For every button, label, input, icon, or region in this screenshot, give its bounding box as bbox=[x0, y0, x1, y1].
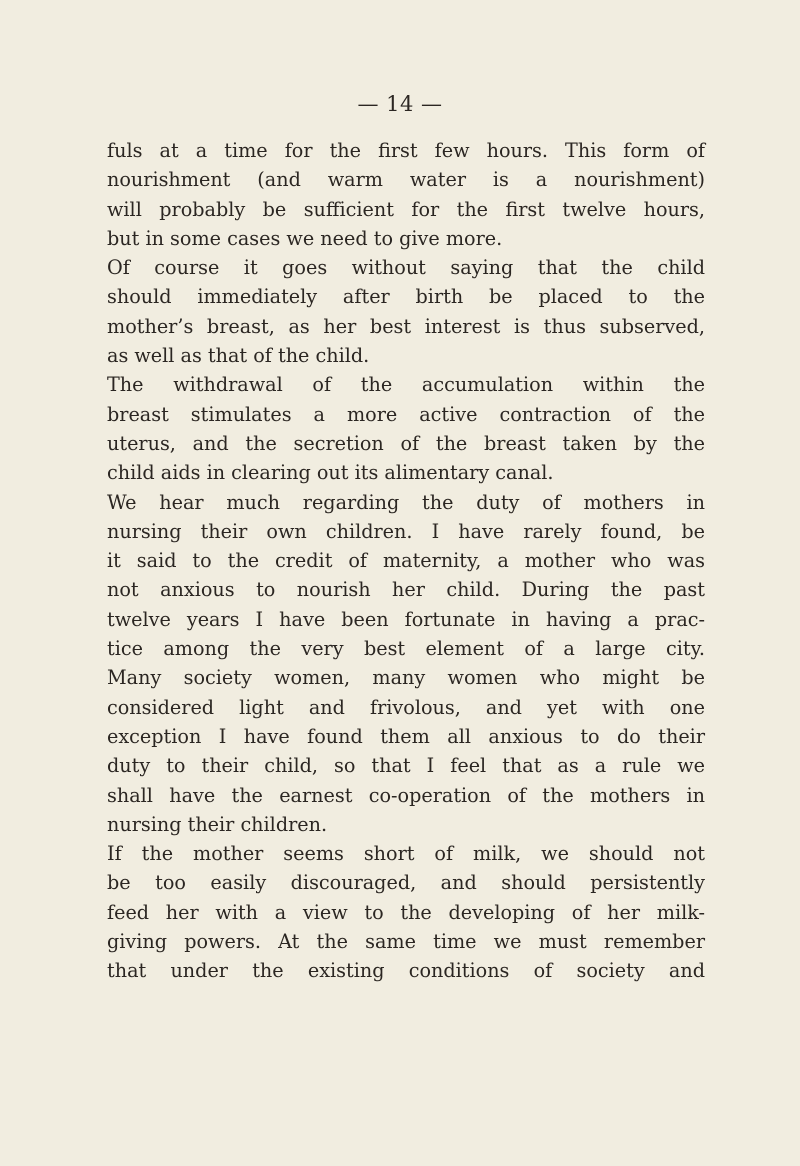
text-line: twelve years I have been fortunate in having a prac- bbox=[107, 607, 705, 631]
text-line: If the mother seems short of milk, we should not bbox=[107, 842, 705, 866]
text-line: shall have the earnest co-operation of the mothers in bbox=[107, 783, 705, 807]
text-line: considered light and frivolous, and yet with one bbox=[107, 695, 705, 719]
text-line: will probably be sufficient for the first twelve hours, bbox=[107, 197, 705, 221]
text-line: that under the existing conditions of society and bbox=[107, 959, 705, 983]
text-line: but in some cases we need to give more. bbox=[107, 226, 503, 250]
text-line: Of course it goes without saying that the child bbox=[107, 256, 705, 280]
text-line: uterus, and the secretion of the breast taken by the bbox=[107, 431, 705, 455]
text-line: tice among the very best element of a large city. bbox=[107, 637, 705, 661]
text-line: giving powers. At the same time we must remember bbox=[107, 930, 705, 954]
text-line: child aids in clearing out its alimentary canal. bbox=[107, 461, 554, 485]
text-line: exception I have found them all anxious to do their bbox=[107, 724, 705, 748]
text-line: not anxious to nourish her child. During the past bbox=[107, 578, 705, 602]
text-line: it said to the credit of maternity, a mother who was bbox=[107, 549, 705, 573]
text-line: nursing their own children. I have rarely found, be bbox=[107, 519, 705, 543]
text-line: fuls at a time for the first few hours. This form of bbox=[107, 139, 705, 162]
text-line: duty to their child, so that I feel that as a rule we bbox=[107, 754, 705, 778]
text-line: We hear much regarding the duty of mothers in bbox=[107, 490, 705, 514]
text-line: The withdrawal of the accumulation within the bbox=[107, 373, 705, 397]
text-line: nursing their children. bbox=[107, 812, 328, 836]
text-line: breast stimulates a more active contraction of the bbox=[107, 402, 705, 426]
text-line: be too easily discouraged, and should persistently bbox=[107, 871, 705, 895]
body-text bbox=[107, 136, 705, 986]
text-line: mother’s breast, as her best interest is thus subserved, bbox=[107, 314, 705, 338]
text-line: Many society women, many women who might be bbox=[107, 666, 705, 690]
text-line: should immediately after birth be placed to the bbox=[107, 285, 705, 309]
text-line: nourishment (and warm water is a nourishment) bbox=[107, 168, 705, 192]
text-line: feed her with a view to the developing of her milk- bbox=[107, 900, 705, 924]
text-line: as well as that of the child. bbox=[107, 344, 370, 368]
page-number: — 14 — bbox=[357, 92, 443, 116]
